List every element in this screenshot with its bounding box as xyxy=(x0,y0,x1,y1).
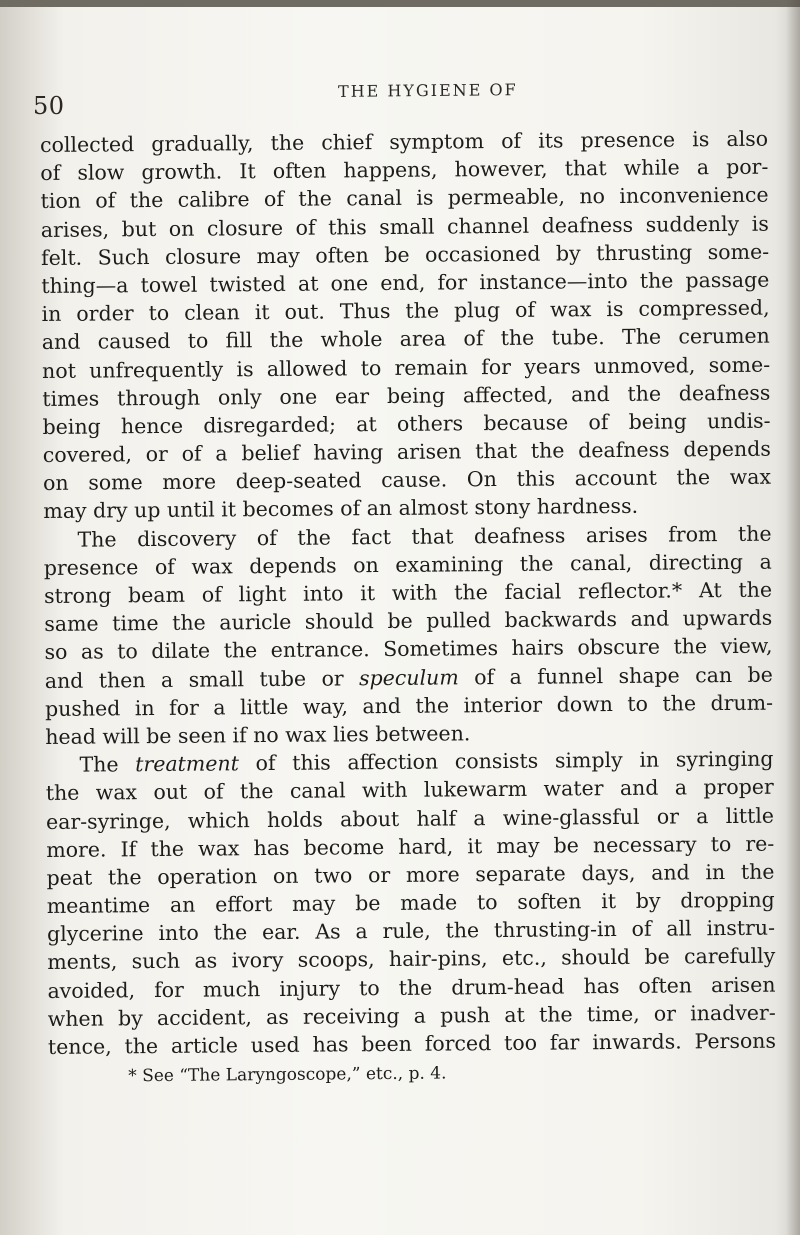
text-line: on some more deep-seated cause. On this account the wax xyxy=(42,464,772,496)
text-line: of slow growth. It often happens, however, that while a por- xyxy=(40,154,769,186)
text-line: when by accident, as receiving a push at the time, or inadver- xyxy=(47,1000,776,1031)
text-line: same time the auricle should be pulled backwards and upwards xyxy=(44,605,773,637)
text-line: and then a small tube or speculum of a funnel shape can be xyxy=(44,662,773,693)
text-line: times through only one ear being affected, and the deafness xyxy=(42,380,771,411)
text-line: the wax out of the canal with lukewarm water and a proper xyxy=(45,774,774,806)
text-line: meantime an effort may be made to soften it by dropping xyxy=(46,887,775,919)
text-lines xyxy=(40,125,776,1062)
text-line: presence of wax depends on examining the canal, directing a xyxy=(43,549,772,580)
running-head: THE HYGIENE OF xyxy=(337,80,518,101)
text-line: tion of the calibre of the canal is permeable, no inconvenience xyxy=(40,183,769,214)
text-line: peat the operation on two or more separate days, and in the xyxy=(46,859,775,890)
text-line: head will be seen if no wax lies between. xyxy=(45,721,471,749)
text-line: The discovery of the fact that deafness arises from the xyxy=(77,521,772,552)
text-line: not unfrequently is allowed to remain for years unmoved, some- xyxy=(41,352,771,383)
footnote: * See “The Laryngoscope,” etc., p. 4. xyxy=(128,1063,447,1087)
text-line: and caused to fill the whole area of the tube. The cerumen xyxy=(41,323,770,355)
text-line: strong beam of light into it with the facial reflector.* At the xyxy=(43,577,773,608)
text-line: The treatment of this affection consists simply in syringing xyxy=(79,746,774,777)
text-line: covered, or of a belief having arisen that the deafness depends xyxy=(42,436,771,468)
text-line: ments, such as ivory scoops, hair-pins, etc., should be carefully xyxy=(47,944,776,975)
page-edge-shadow xyxy=(786,0,800,1235)
text-line: so as to dilate the entrance. Sometimes hairs obscure the view, xyxy=(44,634,773,665)
emphasis: speculum xyxy=(358,664,459,690)
text-line: avoided, for much injury to the drum-head has often arisen xyxy=(47,972,776,1003)
text-line: ear-syringe, which holds about half a wine-glassful or a little xyxy=(45,803,775,834)
text-line: pushed in for a little way, and the interior down to the drum- xyxy=(44,690,774,721)
text-line: more. If the wax has become hard, it may be necessary to re- xyxy=(46,831,775,862)
page-number: 50 xyxy=(33,92,65,120)
scan-top-border xyxy=(0,0,800,7)
text-line: felt. Such closure may often be occasioned by thrusting some- xyxy=(41,239,770,270)
body-text xyxy=(40,125,776,1090)
text-line: glycerine into the ear. As a rule, the thrusting-in of all instru- xyxy=(46,915,776,947)
text-line: may dry up until it becomes of an almost stony hardness. xyxy=(43,494,639,524)
emphasis: treatment xyxy=(135,751,239,777)
text-line: thing—a towel twisted at one end, for instance—into the passage xyxy=(41,267,770,298)
text-line: in order to clean it out. Thus the plug of wax is compressed, xyxy=(41,295,770,327)
text-line: tence, the article used has been forced too far inwards. Persons xyxy=(47,1028,777,1059)
text-line: collected gradually, the chief symptom of its presence is also xyxy=(40,126,769,157)
text-line: being hence disregarded; at others because of being undis- xyxy=(42,408,771,439)
text-line: arises, but on closure of this small channel deafness suddenly is xyxy=(40,211,769,242)
